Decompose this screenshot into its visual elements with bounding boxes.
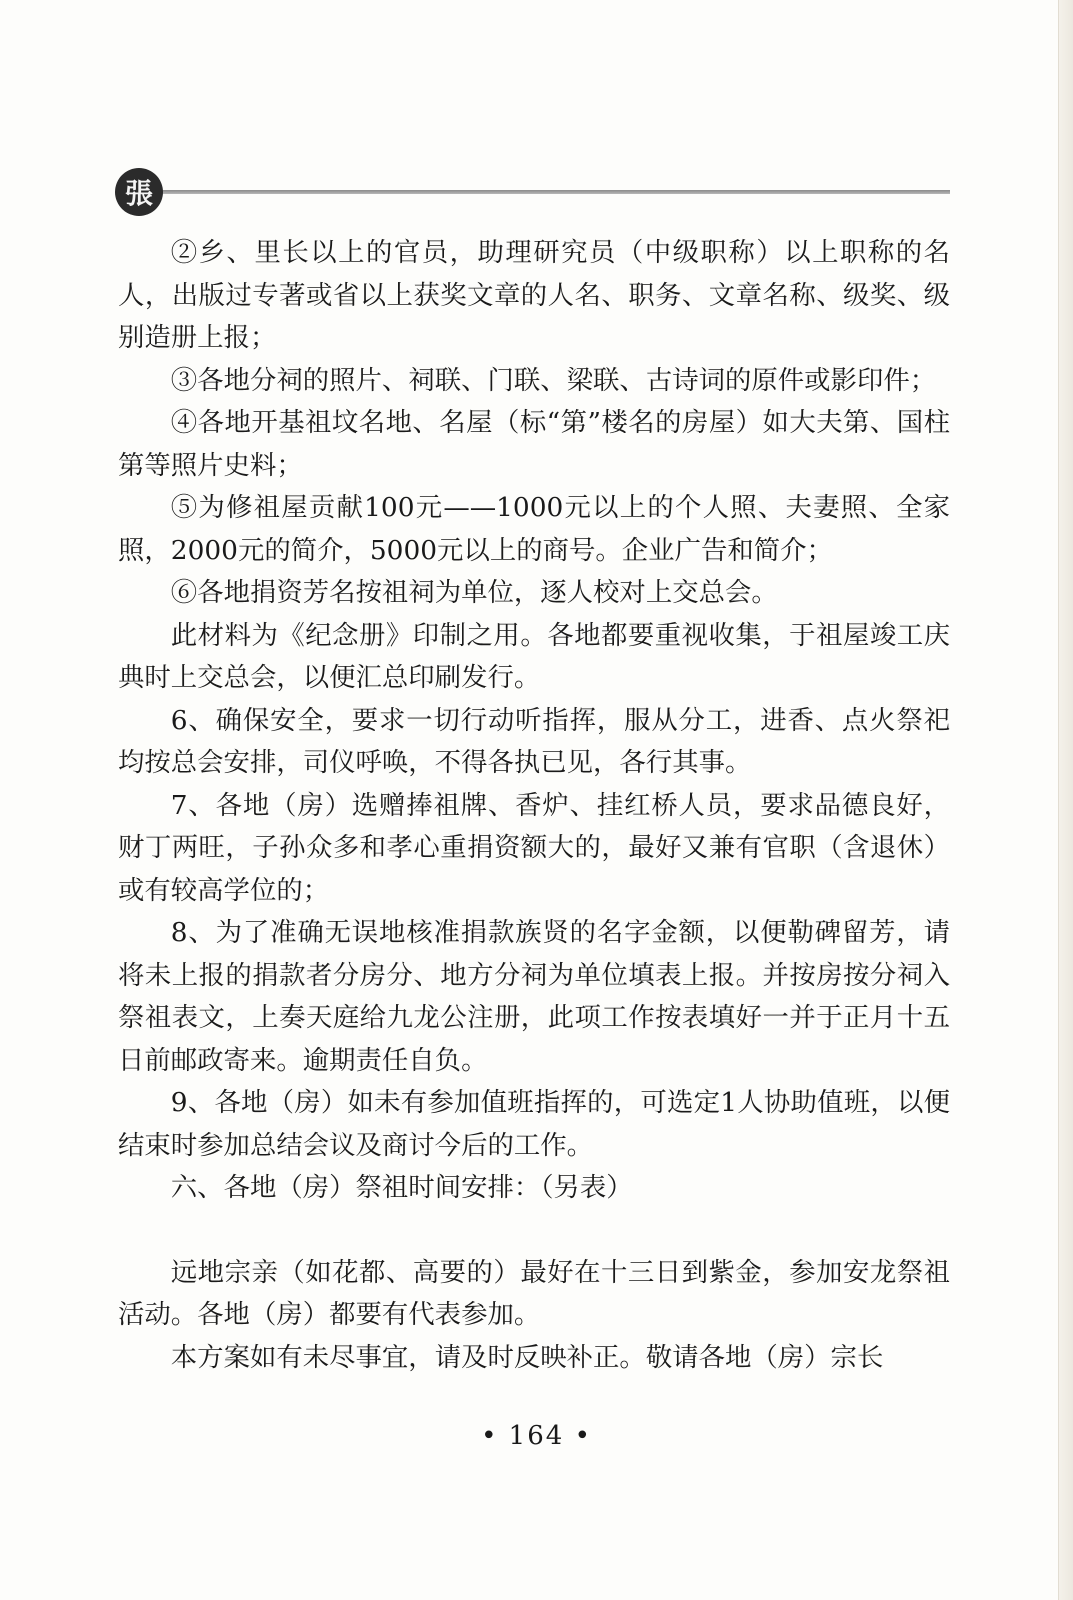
header-rule — [159, 190, 950, 194]
paragraph: 8、为了准确无误地核准捐款族贤的名字金额，以便勒碑留芳，请将未上报的捐款者分房分、地方分祠为单位填表上报。并按房按分祠入祭祖表文，上奏天庭给九龙公注册，此项工作按表填好一并于正月十五日前邮政寄来。逾期责任自负。 — [118, 917, 950, 1076]
page-edge — [1058, 0, 1073, 1600]
zhang-seal-icon: 張 — [115, 168, 163, 216]
paragraph: 远地宗亲（如花都、高要的）最好在十三日到紫金，参加安龙祭祖活动。各地（房）都要有代表参加。 — [118, 1256, 950, 1330]
paragraph: ④各地开基祖坟名地、名屋（标“第”楼名的房屋）如大夫第、国柱第等照片史料； — [118, 407, 950, 481]
paragraph: 此材料为《纪念册》印制之用。各地都要重视收集，于祖屋竣工庆典时上交总会，以便汇总印刷发行。 — [118, 619, 950, 693]
paragraph: ③各地分祠的照片、祠联、门联、梁联、古诗词的原件或影印件； — [170, 364, 937, 396]
paragraph: 9、各地（房）如未有参加值班指挥的，可选定1人协助值班，以便结束时参加总结会议及商讨今后的工作。 — [118, 1087, 950, 1161]
page-header — [115, 168, 950, 218]
paragraph: ②乡、里长以上的官员，助理研究员（中级职称）以上职称的名人，出版过专著或省以上获奖文章的人名、职务、文章名称、级奖、级别造册上报； — [118, 237, 950, 353]
body-text — [118, 232, 950, 1379]
paragraph: 本方案如有未尽事宜，请及时反映补正。敬请各地（房）宗长 — [170, 1341, 884, 1373]
paragraph: ⑥各地捐资芳名按祖祠为单位，逐人校对上交总会。 — [170, 577, 778, 608]
paragraph: 7、各地（房）选赠捧祖牌、香炉、挂红桥人员，要求品德良好，财丁两旺，子孙众多和孝心重捐资额大的，最好又兼有官职（含退休）或有较高学位的； — [118, 789, 950, 906]
paragraph: 6、确保安全，要求一切行动听指挥，服从分工，进香、点火祭祀均按总会安排，司仪呼唤，不得各执已见，各行其事。 — [118, 704, 950, 778]
paragraph: 六、各地（房）祭祖时间安排：（另表） — [170, 1172, 633, 1203]
paragraph: ⑤为修祖屋贡献100元——1000元以上的个人照、夫妻照、全家照，2000元的简介，5000元以上的商号。企业广告和简介； — [118, 492, 950, 566]
page-number: • 164 • — [481, 1421, 592, 1451]
